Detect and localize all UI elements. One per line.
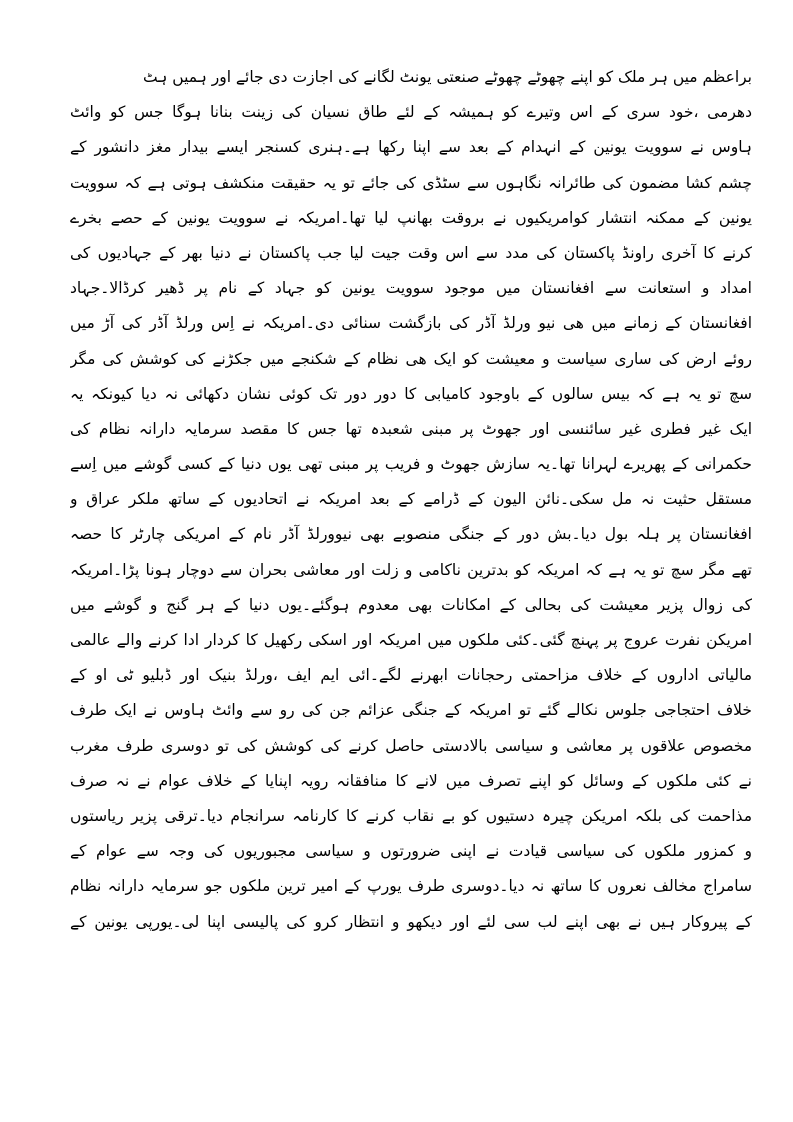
text-line: امداد و استعانت سے افغانستان میں موجود سوویت یونین کو جہاد کے نام پر ڈھیر کرڈالا۔جہاد: [70, 279, 752, 298]
text-line: مذاحمت کی بلکہ امریکن چیرہ دستیوں کو بے نقاب کرنے کا کارنامہ سرانجام دیا۔ترقی پزیر ریاستوں: [70, 806, 752, 825]
text-line: خلاف احتجاجی جلوس نکالے گئے تو امریکہ کے جنگی عزائم جن کی رو سے وائٹ ہاوس نے ایک طرف: [70, 701, 752, 720]
text-line: حکمرانی کے پھریرے لہرانا تھا۔یہ سازش جھوٹ و فریب پر مبنی تھی یوں دنیا کے کسی گوشے میں اِسے: [70, 455, 752, 474]
text-line: ہاوس نے سوویت یونین کے انہدام کے بعد سے اپنا رکھا ہے۔ہنری کسنجر ایسے بیدار مغز دانشور کے: [70, 138, 752, 157]
text-line: روئے ارض کی ساری سیاست و معیشت کو ایک ھی نظام کے شکنجے میں جکڑنے کی کوشش کی مگر: [70, 349, 752, 368]
text-line: کے پیروکار ہیں نے بھی اپنے لب سی لئے اور دیکھو و انتظار کرو کی پالیسی اپنا لی۔یورپی یونین کے: [70, 912, 752, 931]
text-line: تھے مگر سچ تو یہ ہے کہ امریکہ کو بدترین ناکامی و زلت اور معاشی بحران سے دوچار ہونا پڑا۔امریکہ: [70, 560, 752, 579]
text-line: نے کئی ملکوں کے وسائل کو اپنے تصرف میں لانے کا منافقانہ رویہ اپنایا کے خلاف عوام نے نہ صرف: [70, 771, 752, 790]
text-line: کرنے کا آخری راونڈ پاکستان کی مدد سے اس وقت جیت لیا جب پاکستان نے دنیا بھر کے جہادیوں کی: [70, 243, 752, 262]
text-line: براعظم میں ہر ملک کو اپنے چھوٹے چھوٹے صنعتی یونٹ لگانے کی اجازت دی جائے اور ہمیں ہٹ: [143, 68, 752, 86]
text-line: و کمزور ملکوں کی سیاسی قیادت نے اپنی ضرورتوں و سیاسی مجبوریوں کی وجہ سے عوام کے: [70, 842, 752, 861]
text-line: دھرمی ،خود سری کے اس وتیرے کو ہمیشہ کے لئے طاق نسیان کی زینت بنانا ہوگا جس کو وائٹ: [70, 103, 752, 122]
text-line: ایک غیر فطری غیر سائنسی اور جھوٹ پر مبنی شعبدہ تھا جس کا مقصد سرمایہ دارانہ نظام کی: [70, 419, 752, 438]
text-line: مالیاتی اداروں کے خلاف مزاحمتی رحجانات ابھرنے لگے۔ائی ایم ایف ،ورلڈ بنیک اور ڈبلیو ٹی او کے: [70, 666, 752, 685]
text-line: افغانستان پر ہلہ بول دیا۔بش دور کے جنگی منصوبے بھی نیوورلڈ آڈر نام کے امریکی چارٹر کا حصہ: [70, 525, 752, 544]
text-line: امریکن نفرت عروج پر پہنچ گئی۔کئی ملکوں میں امریکہ اور اسکی رکھیل کا کردار ادا کرنے والے عالمی: [70, 631, 752, 649]
text-line: افغانستان کے زمانے میں ھی نیو ورلڈ آڈر کی بازگشت سنائی دی۔امریکہ نے اِس ورلڈ آڈر کی آڑ میں: [70, 314, 752, 333]
article-body: [70, 60, 752, 940]
text-line: سچ تو یہ ہے کہ بیس سالوں کے باوجود کامیابی کا دور دور تک کوئی نشان دکھائی نہ دیا کیونکہ یہ: [70, 384, 752, 403]
text-line: چشم کشا مضمون کی طائرانہ نگاہوں سے سٹڈی کی جائے تو یہ حقیقت منکشف ہوتی ہے کہ سوویت: [70, 173, 752, 192]
text-line: سامراج مخالف نعروں کا ساتھ نہ دیا۔دوسری طرف یورپ کے امیر ترین ملکوں جو سرمایہ دارانہ نظام: [70, 877, 752, 896]
text-line: یونین کے ممکنہ انتشار کوامریکیوں نے بروقت بھانپ لیا تھا۔امریکہ نے سوویت یونین کے حصے بخرے: [70, 208, 752, 227]
text-line: مخصوص علاقوں پر معاشی و سیاسی بالادستی حاصل کرنے کی کوشش کی تو دوسری طرف مغرب: [70, 736, 752, 755]
text-line: کی زوال پزیر معیشت کی بحالی کے امکانات بھی معدوم ہوگئے۔یوں دنیا کے ہر گنج و گوشے میں: [70, 595, 752, 614]
text-line: مستقل حثیت نہ مل سکی۔نائن الیون کے ڈرامے کے بعد امریکہ نے اتحادیوں کے ساتھ ملکر عراق و: [70, 490, 752, 509]
